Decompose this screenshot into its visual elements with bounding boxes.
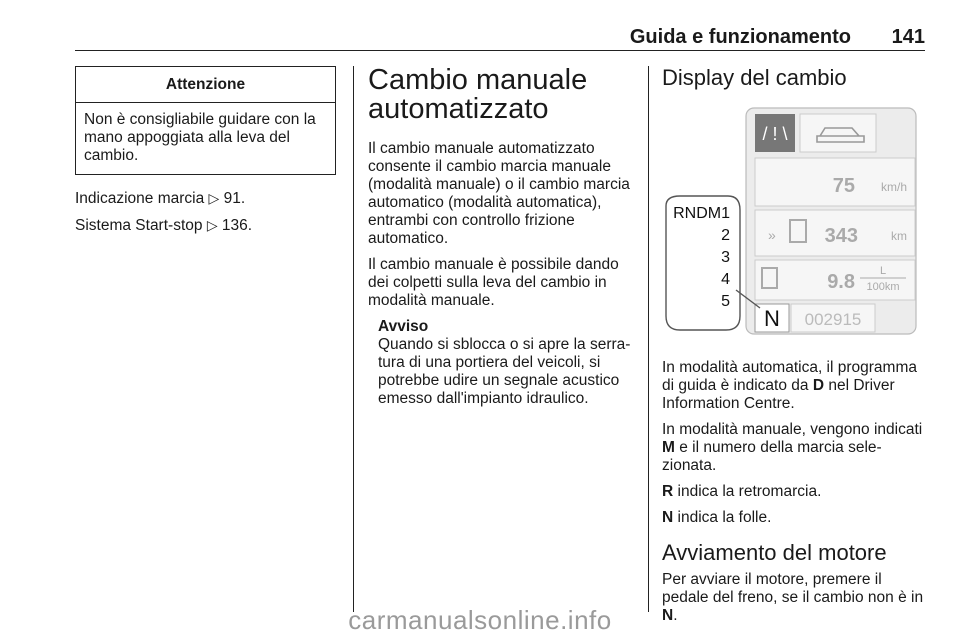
paragraph-manual-mode: In modalità manuale, vengono indicati M e il numero della marcia selezionata. (662, 421, 923, 474)
section-title: Guida e funzionamento (629, 26, 851, 48)
range-value: 343 (824, 225, 858, 247)
heading-automated-manual: Cambio manuale automatizzato (368, 64, 588, 125)
page-header (75, 24, 925, 50)
paragraph: Il cambio manuale è possibile dando dei colpetti sulla leva del cambio in modalità manuale. (368, 256, 619, 309)
road-icon: / ! \ (762, 124, 788, 144)
paragraph: Il cambio manuale automatizzato consente il cambio marcia manuale (modalità manuale) o il cambio marcia automatico (modalità automatica), entrambi con controllo frizione automatico. (368, 140, 630, 247)
paragraph-auto-mode: In modalità automatica, il programma di guida è indicato da D nel Driver Information Centre. (662, 359, 918, 412)
warning-title: Attenzione (76, 67, 335, 103)
lever-gear: 4 (721, 271, 730, 288)
gear-display-figure (662, 106, 928, 343)
column-divider-1 (353, 66, 354, 612)
consumption-unit-top: L (879, 265, 887, 277)
reference-start-stop: Sistema Start-stop ▷ 136. (75, 217, 253, 234)
lever-gear: 2 (721, 227, 730, 244)
heading-engine-start: Avviamento del motore (662, 540, 887, 565)
page-ref-arrow-icon: ▷ (208, 190, 220, 206)
page-ref-arrow-icon: ▷ (206, 217, 218, 233)
heading-gear-display: Display del cambio (662, 65, 847, 90)
header-rule (75, 50, 925, 51)
column-3 (662, 66, 928, 633)
note-body: Quando si sblocca o si apre la serratura di una portiera del veicoli, si potrebbe udire un segnale acustico emesso dall'impianto idraulico. (378, 336, 631, 407)
page-ref[interactable]: 91. (223, 190, 246, 207)
odometer-value: 002915 (804, 310, 862, 329)
note-box (368, 318, 634, 408)
speed-value: 75 (832, 175, 855, 197)
lever-gear: 5 (721, 293, 730, 310)
car-icon-cell (800, 114, 876, 152)
note-title: Avviso (378, 318, 429, 335)
page-number: 141 (891, 26, 925, 48)
consumption-unit-bottom: 100km (866, 281, 900, 293)
warning-body: Non è consigliabile guidare con la mano appoggiata alla leva del cambio. (84, 111, 316, 164)
lever-gear: 3 (721, 249, 730, 266)
consumption-value: 9.8 (827, 271, 855, 293)
paragraph-engine-start: Per avviare il motore, premere il pedale del freno, se il cambio non è in N. (662, 571, 924, 624)
column-2 (368, 66, 634, 408)
speed-unit: km/h (880, 180, 907, 194)
reference-gear-indication: Indicazione marcia ▷ 91. (75, 190, 246, 207)
gear-indicator: N (764, 306, 780, 331)
watermark: carmanualsonline.info (348, 605, 612, 635)
page-ref[interactable]: 136. (221, 217, 253, 234)
lever-mode-label: RNDM1 (673, 205, 730, 222)
chevron-right-icon: » (768, 227, 776, 243)
instrument-display-illustration (662, 106, 924, 338)
range-unit: km (891, 229, 907, 243)
paragraph-neutral: N indica la folle. (662, 509, 772, 526)
column-divider-2 (648, 66, 649, 612)
column-1 (75, 66, 337, 243)
paragraph-reverse: R indica la retromarcia. (662, 483, 822, 500)
warning-box (75, 66, 336, 175)
